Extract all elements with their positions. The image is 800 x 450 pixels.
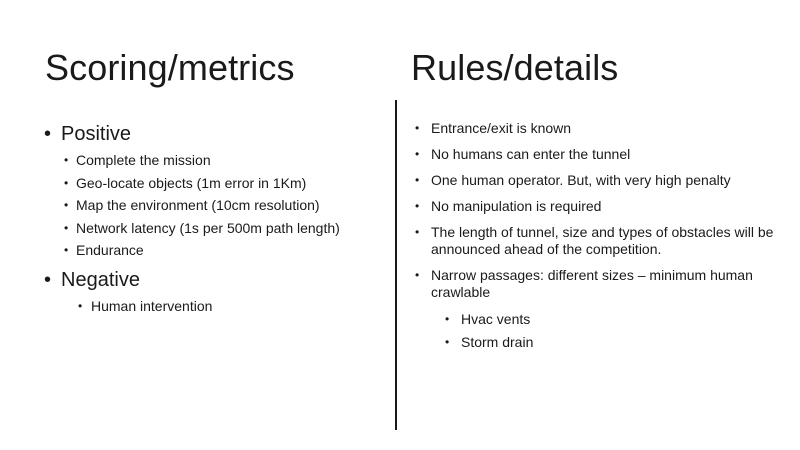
- list-item: • Endurance: [61, 239, 391, 262]
- list-item: • One human operator. But, with very high penalty: [431, 172, 791, 189]
- list-item: • Human intervention: [61, 295, 391, 318]
- narrow-passages-item: [431, 267, 791, 353]
- list-item: • Network latency (1s per 500m path length): [61, 217, 391, 240]
- list-item: • Storm drain: [431, 331, 791, 354]
- list-item: • Hvac vents: [431, 308, 791, 331]
- list-item: • Complete the mission: [61, 149, 391, 172]
- list-item: • The length of tunnel, size and types of obstacles will be announced ahead of the competition.: [431, 224, 791, 258]
- scoring-metrics-title: Scoring/metrics: [45, 47, 295, 88]
- scoring-list: [61, 120, 391, 321]
- rules-details-title: Rules/details: [411, 47, 619, 88]
- list-item: • No manipulation is required: [431, 198, 791, 215]
- negative-heading: Negative: [61, 268, 140, 291]
- negative-section: [61, 266, 391, 318]
- negative-items: [61, 295, 391, 318]
- list-item-text: Narrow passages: different sizes – minimum human crawlable: [431, 267, 753, 300]
- list-item: • Geo-locate objects (1m error in 1Km): [61, 172, 391, 195]
- positive-items: [61, 149, 391, 262]
- column-divider: [395, 100, 397, 430]
- list-item: • Map the environment (10cm resolution): [61, 194, 391, 217]
- positive-heading: Positive: [61, 123, 132, 145]
- list-item: • Entrance/exit is known: [431, 120, 791, 137]
- list-item: • No humans can enter the tunnel: [431, 146, 791, 163]
- rules-list: [431, 120, 791, 362]
- narrow-passages-subitems: [431, 308, 791, 353]
- positive-section: [61, 120, 391, 262]
